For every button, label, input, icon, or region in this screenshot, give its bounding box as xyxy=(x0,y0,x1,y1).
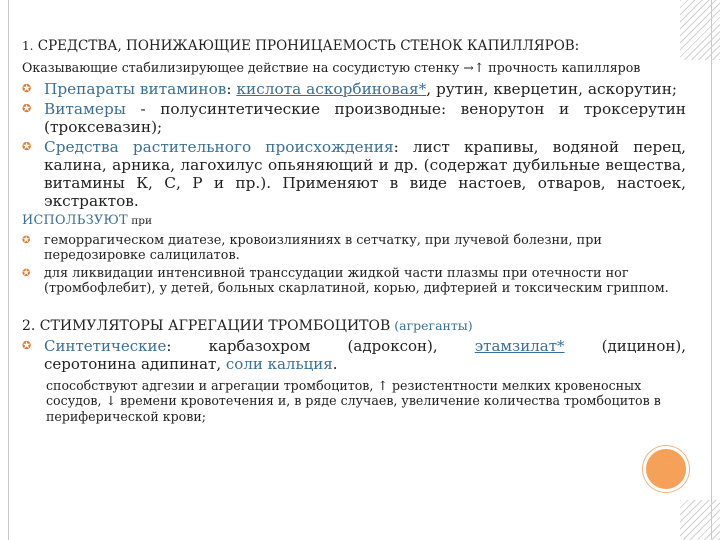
slide-content xyxy=(22,38,686,424)
bullet-plant-rest: : лист крапивы, водяной перец, калина, арника, лагохилус опьяняющий и др. (содержат дубильные вещества, витамины К, С, Р и пр.). Применяют в виде настоев, отваров, настоек, экстрактов. xyxy=(44,138,686,210)
calcium-salts-text: соли кальция xyxy=(225,354,333,373)
bullet-plant-remedies xyxy=(22,138,686,210)
section2-subtitle: (агреганты) xyxy=(390,317,473,333)
synthetic-line2 xyxy=(44,355,686,373)
indication-2-text: для ликвидации интенсивной транссудации жидкой части плазмы при отечности ног (тромбофлебит), у детей, больных скарлатиной, корью, дифтерией и токсическим гриппом. xyxy=(44,265,669,296)
bullet-vitamers xyxy=(22,100,686,136)
section1-heading xyxy=(22,38,686,55)
top-right-hatch-decoration xyxy=(680,0,720,60)
indication-1-text: геморрагическом диатезе, кровоизлияниях в сетчатку, при лучевой болезни, при передозировке салицилатов. xyxy=(44,232,602,263)
carbazochrome-text: карбазохром xyxy=(208,336,311,355)
bullet-vitamins-label: Препараты витаминов xyxy=(44,80,227,98)
section1-number: 1. xyxy=(22,39,34,53)
section2-title: 2. СТИМУЛЯТОРЫ АГРЕГАЦИИ ТРОМБОЦИТОВ xyxy=(22,317,391,334)
bullet-vitamins xyxy=(22,80,686,98)
ascorbic-acid-link[interactable]: кислота аскорбиновая* xyxy=(236,80,427,98)
etamsylate-link[interactable]: этамзилат* xyxy=(474,336,565,355)
bullet-marker-icon: ✪ xyxy=(22,82,32,95)
bullet-marker-icon: ✪ xyxy=(22,102,32,115)
adroxon-text: (адроксон), xyxy=(347,336,438,355)
bullet-indication-2 xyxy=(22,266,686,297)
bullet-marker-icon: ✪ xyxy=(22,234,31,246)
bullet-marker-icon: ✪ xyxy=(22,140,32,153)
synthetic-period: . xyxy=(332,354,338,373)
section1-title: СРЕДСТВА, ПОНИЖАЮЩИЕ ПРОНИЦАЕМОСТЬ СТЕНОК КАПИЛЛЯРОВ: xyxy=(33,38,580,54)
effects-text: способствуют адгезии и агрегации тромбоцитов, ↑ резистентности мелких кровеносных сосудов, ↓ времени кровотечения и, в ряде случаев, увеличение количества тромбоцитов в периферической крови; xyxy=(46,377,661,424)
bullet-vitamins-rest: , рутин, кверцетин, аскорутин; xyxy=(426,80,678,98)
right-frame-line xyxy=(711,0,712,540)
intro-text: Оказывающие стабилизирующее действие на сосудистую стенку →↑ прочность капилляров xyxy=(22,60,641,75)
serotonin-text: серотонина адипинат, xyxy=(44,354,226,373)
synthetic-colon: : xyxy=(166,336,172,355)
bullet-marker-icon: ✪ xyxy=(22,267,31,279)
left-frame-line xyxy=(8,0,9,540)
bullet-vitamers-rest: - полусинтетические производные: венорутон и троксерутин (троксевазин); xyxy=(44,100,686,136)
bottom-right-hatch-decoration xyxy=(680,500,720,540)
bullet-plant-label: Средства растительного происхождения xyxy=(44,138,394,156)
use-suffix: при xyxy=(127,215,152,227)
synthetic-label: Синтетические xyxy=(44,336,167,355)
use-heading xyxy=(22,213,686,230)
bullet-indication-1 xyxy=(22,233,686,264)
bullet-vitamins-separator: : xyxy=(226,80,237,98)
synthetic-line1 xyxy=(44,337,686,355)
bullet-marker-icon: ✪ xyxy=(22,338,32,352)
bullet-synthetic xyxy=(22,337,686,373)
section2-heading xyxy=(22,317,686,335)
use-word: ИСПОЛЬЗУЮТ xyxy=(22,213,128,228)
orange-circle-decoration xyxy=(643,446,689,492)
bullet-vitamers-label: Витамеры xyxy=(44,100,126,118)
dicynone-text: (дицинон), xyxy=(601,336,686,355)
